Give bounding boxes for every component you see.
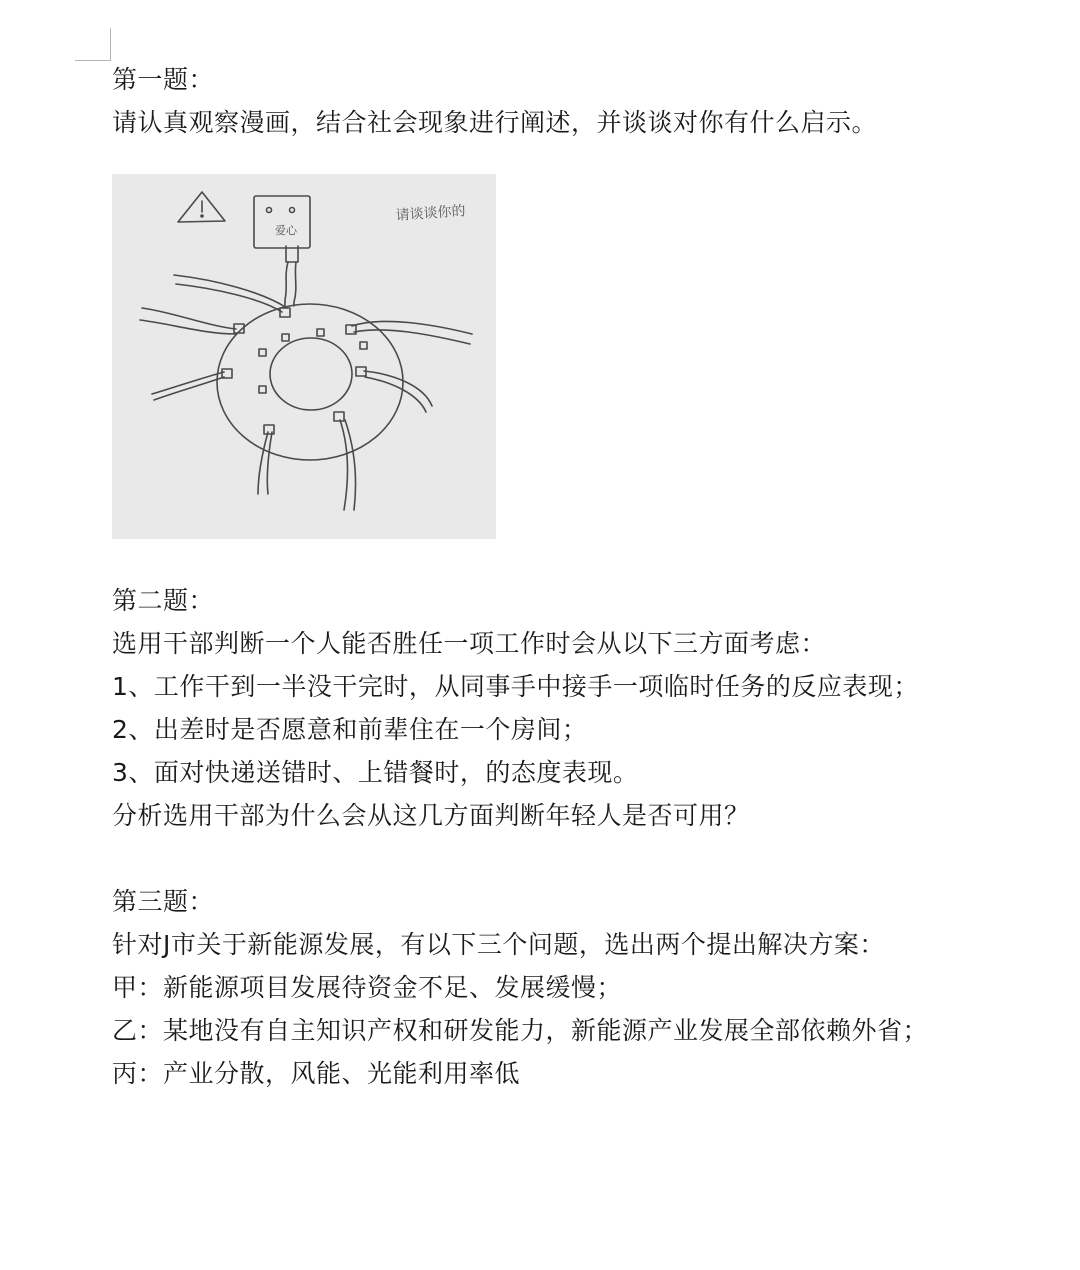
q2-intro: 选用干部判断一个人能否胜任一项工作时会从以下三方面考虑： (112, 629, 827, 658)
inner-ring (270, 338, 352, 410)
q3-item: 乙：某地没有自主知识产权和研发能力，新能源产业发展全部依赖外省； (112, 1016, 929, 1045)
q1-prompt: 请认真观察漫画，结合社会现象进行阐述，并谈谈对你有什么启示。 (112, 108, 878, 137)
q3-title: 第三题： (112, 887, 215, 916)
q3-item: 丙：产业分散，风能、光能利用率低 (112, 1059, 521, 1088)
page-corner-mark (75, 28, 111, 61)
q2-item: 2、出差时是否愿意和前辈住在一个房间； (112, 715, 588, 744)
handwritten-note: 请谈谈你的 (395, 203, 467, 224)
q2-title: 第二题： (112, 586, 215, 615)
socket-label: 爱心 (275, 224, 297, 237)
cartoon-image (112, 174, 496, 539)
outer-ring (217, 304, 403, 460)
q2-item: 1、工作干到一半没干完时，从同事手中接手一项临时任务的反应表现； (112, 672, 919, 701)
q3-intro: 针对J市关于新能源发展，有以下三个问题，选出两个提出解决方案： (112, 930, 885, 959)
power-socket-icon (254, 196, 310, 248)
document-body (112, 58, 1052, 1095)
q2-item: 3、面对快递送错时、上错餐时，的态度表现。 (112, 758, 639, 787)
cartoon-drawing (112, 174, 496, 539)
q3-item: 甲：新能源项目发展待资金不足、发展缓慢； (112, 973, 623, 1002)
q1-title: 第一题： (112, 65, 215, 94)
q2-question: 分析选用干部为什么会从这几方面判断年轻人是否可用？ (112, 801, 750, 830)
